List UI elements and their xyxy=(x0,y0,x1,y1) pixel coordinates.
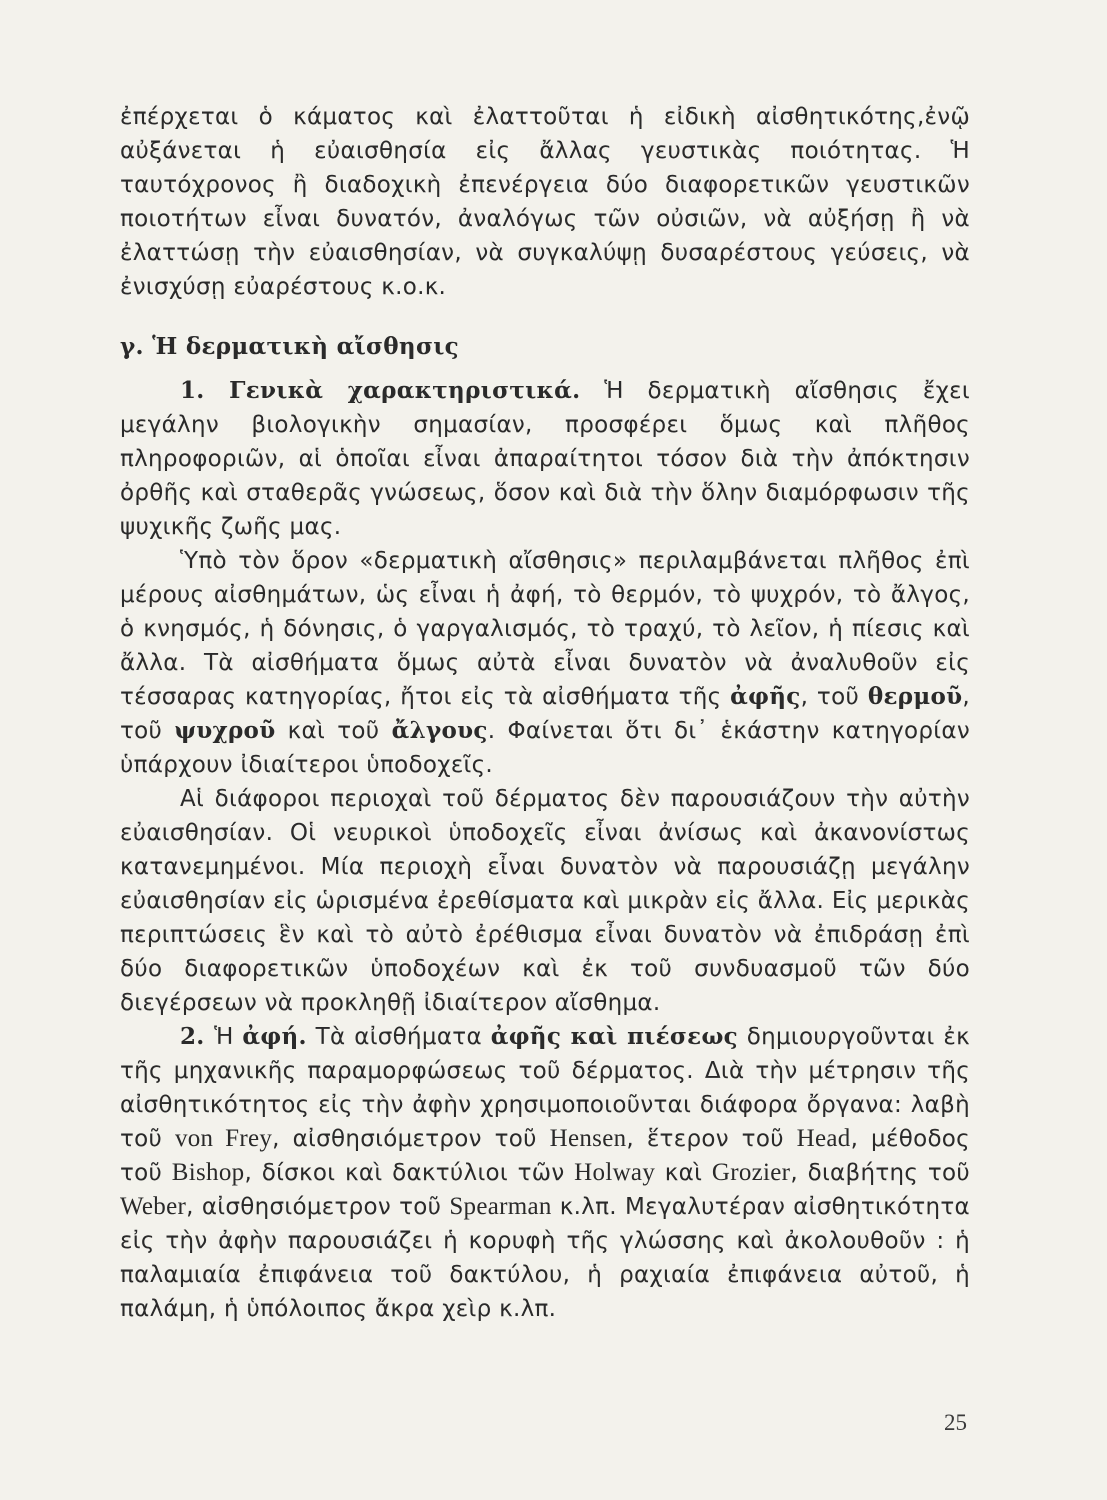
text-run: κ.λπ. Μεγαλυτέραν αἰσθητικότητα εἰς τὴν ἀφὴν παρουσιάζει ἡ κορυφὴ τῆς γλώσσης καὶ ἀκολουθοῦν : ἡ παλαμιαία ἐπιφάνεια τοῦ δακτύλου, ἡ ραχιαία ἐπιφάνεια αὐτοῦ, ἡ παλάμη, ἡ ὑπόλοιπος ἄκρα χεὶρ κ.λπ. xyxy=(120,1194,970,1322)
name-weber: Weber xyxy=(120,1193,187,1220)
paragraph-touch xyxy=(120,1020,970,1326)
subsection-label: ἀφή. xyxy=(242,1023,307,1050)
name-bishop: Bishop xyxy=(171,1159,245,1186)
text-run: , διαβήτης τοῦ xyxy=(790,1160,970,1186)
text-run: , αἰσθησιόμετρον τοῦ xyxy=(272,1126,550,1152)
section-heading: γ. Ἡ δερματικὴ αἴσθησις xyxy=(120,333,459,360)
name-spearman: Spearman xyxy=(449,1193,552,1220)
text-run: καὶ τοῦ xyxy=(275,718,392,744)
text-run: , μέθοδος τοῦ xyxy=(120,1126,970,1186)
page-number: 25 xyxy=(944,1410,967,1435)
text-run: , τοῦ xyxy=(120,684,970,744)
name-hensen: Hensen xyxy=(549,1125,627,1152)
name-grozier: Grozier xyxy=(711,1159,791,1186)
page-body xyxy=(120,100,970,1326)
subsection-label: 1. Γενικὰ χαρακτηριστικά. xyxy=(180,377,581,404)
text-run: καὶ xyxy=(655,1160,712,1186)
text-run: , ἕτερον τοῦ xyxy=(626,1126,797,1152)
subsection-number: 2. xyxy=(180,1023,215,1050)
name-holway: Holway xyxy=(574,1159,656,1186)
name-von-frey: von Frey xyxy=(174,1125,273,1152)
emphasis-cold: ψυχροῦ xyxy=(174,717,276,744)
name-head: Head xyxy=(796,1125,851,1152)
text-run: . Φαίνεται ὅτι δι᾽ ἑκάστην κατηγορίαν ὑπάρχουν ἰδιαίτεροι ὑποδοχεῖς. xyxy=(120,718,970,778)
emphasis-touch: ἀφῆς xyxy=(730,683,801,710)
text-run: Ἡ xyxy=(214,1024,243,1050)
emphasis-touch-pressure: ἀφῆς καὶ πιέσεως xyxy=(490,1023,738,1050)
emphasis-pain: ἄλγους xyxy=(391,717,488,744)
paragraph-skin-regions: Αἱ διάφοροι περιοχαὶ τοῦ δέρματος δὲν παρουσιάζουν τὴν αὐτὴν εὐαισθησίαν. Οἱ νευρικοὶ ὑποδοχεῖς εἶναι ἀνίσως καὶ ἀκανονίστως κατανεμημένοι. Μία περιοχὴ εἶναι δυνατὸν νὰ παρουσιάζῃ μεγάλην εὐαισθησίαν εἰς ὡρισμένα ἐρεθίσματα καὶ μικρὰν εἰς ἄλλα. Εἰς μερικὰς περιπτώσεις ἓν καὶ τὸ αὐτὸ ἐρέθισμα εἶναι δυνατὸν νὰ ἐπιδράσῃ ἐπὶ δύο διαφορετικῶν ὑποδοχέων καὶ ἐκ τοῦ συνδυασμοῦ τῶν δύο διεγέρσεων νὰ προκληθῇ ἰδιαίτερον αἴσθημα. xyxy=(120,786,970,1016)
paragraph-general-characteristics xyxy=(120,374,970,544)
text-run: , αἰσθησιόμετρον τοῦ xyxy=(186,1194,450,1220)
text-run: δημιουργοῦνται ἐκ τῆς μηχανικῆς παραμορφώσεως τοῦ δέρματος. Διὰ τὴν μέτρησιν τῆς αἰσθητικότητος εἰς τὴν ἀφὴν χρησιμοποιοῦνται διάφορα ὄργανα: λαβὴ τοῦ xyxy=(120,1024,970,1152)
paragraph-taste-continuation: ἐπέρχεται ὁ κάματος καὶ ἐλαττοῦται ἡ εἰδικὴ αἰσθητικότης,ἐνῷ αὐξάνεται ἡ εὐαισθησία εἰς ἄλλας γευστικὰς ποιότητας. Ἡ ταυτόχρονος ἢ διαδοχικὴ ἐπενέργεια δύο διαφορετικῶν γευστικῶν ποιοτήτων εἶναι δυνατόν, ἀναλόγως τῶν οὐσιῶν, νὰ αὐξήσῃ ἢ νὰ ἐλαττώσῃ τὴν εὐαισθησίαν, νὰ συγκαλύψῃ δυσαρέστους γεύσεις, νὰ ἐνισχύσῃ εὐαρέστους κ.ο.κ. xyxy=(120,104,970,300)
text-run: Ὑπὸ τὸν ὅρον «δερματικὴ αἴσθησις» περιλαμβάνεται πλῆθος ἐπὶ μέρους αἰσθημάτων, ὡς εἶναι ἡ ἀφή, τὸ θερμόν, τὸ ψυχρόν, τὸ ἄλγος, ὁ κνησμός, ἡ δόνησις, ὁ γαργαλισμός, τὸ τραχύ, τὸ λεῖον, ἡ πίεσις καὶ ἄλλα. Τὰ αἰσθήματα ὅμως αὐτὰ εἶναι δυνατὸν νὰ ἀναλυθοῦν εἰς τέσσαρας κατηγορίας, ἤτοι εἰς τὰ αἰσθήματα τῆς xyxy=(120,548,970,710)
emphasis-warm: θερμοῦ xyxy=(867,683,963,710)
paragraph-skin-sensations xyxy=(120,544,970,782)
text-run: , τοῦ xyxy=(800,684,868,710)
text-run: , δίσκοι καὶ δακτύλιοι τῶν xyxy=(244,1160,575,1186)
text-run: Τὰ αἰσθήματα xyxy=(306,1024,491,1050)
paragraph-text: Ἡ δερματικὴ αἴσθησις ἔχει μεγάλην βιολογικὴν σημασίαν, προσφέρει ὅμως καὶ πλῆθος πληροφοριῶν, αἱ ὁποῖαι εἶναι ἀπαραίτητοι τόσον διὰ τὴν ἀπόκτησιν ὀρθῆς καὶ σταθερᾶς γνώσεως, ὅσον καὶ διὰ τὴν ὅλην διαμόρφωσιν τῆς ψυχικῆς ζωῆς μας. xyxy=(120,378,970,540)
